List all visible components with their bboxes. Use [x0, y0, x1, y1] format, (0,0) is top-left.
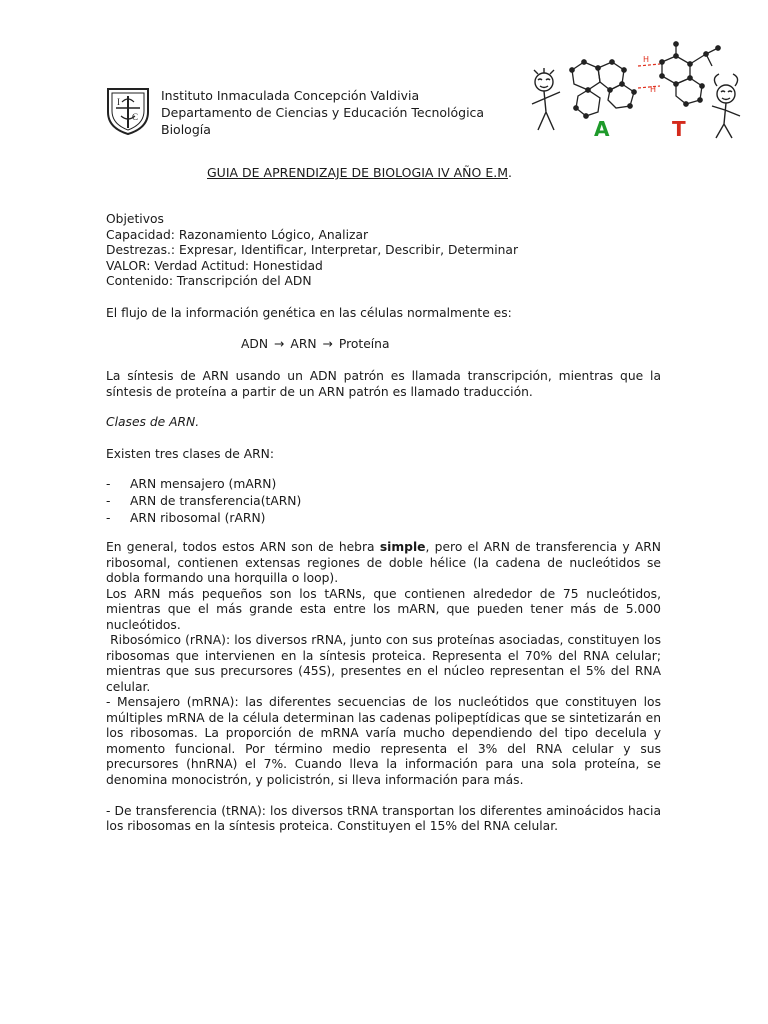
adenine-cartoon	[532, 68, 560, 130]
hbond-label-top: H	[643, 55, 650, 64]
list-item-label: ARN ribosomal (rARN)	[130, 511, 266, 525]
rna-description-body	[106, 540, 665, 835]
list-item	[106, 476, 301, 493]
list-bullet: -	[106, 511, 111, 525]
flow-step-rna: ARN	[290, 337, 317, 351]
list-item	[106, 510, 301, 527]
list-bullet: -	[106, 494, 111, 508]
classes-intro	[106, 447, 661, 463]
objectives-section	[106, 212, 661, 290]
thymine-cartoon	[712, 74, 740, 138]
synthesis-paragraph	[106, 369, 661, 400]
central-dogma-flow	[241, 337, 390, 351]
logo-letter-i: I	[117, 97, 120, 107]
list-bullet: -	[106, 477, 111, 491]
transfer-paragraph: - De transferencia (tRNA): los diversos tRNA transportan los diferentes aminoácidos hacia los ribosomas en la síntesis proteica. Constituyen el 15% del RNA celular.	[106, 803, 661, 833]
subject-name: Biología	[161, 122, 211, 137]
messenger-paragraph: - Mensajero (mRNA): las diferentes secuencias de los nucleótidos que constituyen los múltiples mRNA de la célula determinan las cadenas polipeptídicas que se sintetizarán en los ribosomas. La proporción de mRNA varía mucho dependiendo del tipo decelula y momento funcional. Por término medio representa el 3% del RNA celular y sus precursores (hnRNA) el 7%. Cuando lleva la información para una sola proteína, se denomina monocistrón, y policistrón, si lleva información para más.	[106, 695, 661, 787]
sizes-paragraph: Los ARN más pequeños son los tARNs, que contienen alrededor de 75 nucleótidos, mientras que el más grande esta entre los mARN, que pueden tener más de 5.000 nucleótidos.	[106, 586, 661, 632]
objective-destrezas: Destrezas.: Expresar, Identificar, Interpretar, Describir, Determinar	[106, 243, 518, 257]
flow-intro-text: El flujo de la información genética en las células normalmente es:	[106, 306, 512, 320]
adenine-letter: A	[594, 117, 610, 140]
guide-title-period: .	[507, 165, 512, 180]
objective-valor: VALOR: Verdad Actitud: Honestidad	[106, 258, 323, 273]
guide-title	[207, 165, 512, 180]
guide-title-text: GUIA DE APRENDIZAJE DE BIOLOGIA IV AÑO E.M	[207, 165, 508, 180]
dna-base-pair-illustration	[526, 40, 756, 140]
thymine-letter: T	[672, 117, 686, 140]
list-item-label: ARN mensajero (mARN)	[130, 477, 277, 491]
general-text-start: En general, todos estos ARN son de hebra	[106, 540, 380, 554]
institution-name: Instituto Inmaculada Concepción Valdivia	[161, 88, 420, 103]
section-title-text: Clases de ARN.	[106, 415, 200, 429]
list-item	[106, 493, 301, 510]
section-title	[106, 415, 661, 431]
arrow-icon: →	[322, 337, 333, 351]
flow-step-protein: Proteína	[338, 337, 390, 351]
objective-contenido: Contenido: Transcripción del ADN	[106, 274, 312, 288]
arrow-icon: →	[274, 337, 285, 351]
logo-letter-c: C	[132, 112, 139, 122]
rna-classes-list	[106, 476, 301, 527]
objective-capacidad: Capacidad: Razonamiento Lógico, Analizar	[106, 227, 369, 242]
classes-intro-text: Existen tres clases de ARN:	[106, 447, 275, 461]
synthesis-text: La síntesis de ARN usando un ADN patrón es llamada transcripción, mientras que la síntesis de proteína a partir de un ARN patrón es llamado traducción.	[106, 369, 661, 399]
adenine-molecule	[570, 60, 636, 118]
flow-step-dna: ADN	[241, 337, 269, 351]
thymine-molecule	[660, 42, 720, 106]
department-name: Departamento de Ciencias y Educación Tecnológica	[161, 105, 485, 120]
general-text-end: , pero el ARN de transferencia y ARN ribosomal, contienen extensas regiones de doble hélice (la cadena de nucleótidos se dobla formando una horquilla o loop).	[106, 540, 661, 585]
list-item-label: ARN de transferencia(tARN)	[130, 494, 302, 508]
flow-intro	[106, 306, 661, 322]
hydrogen-bonds	[638, 64, 660, 88]
institution-header	[161, 87, 484, 138]
objectives-heading: Objetivos	[106, 212, 164, 226]
general-text-bold: simple	[379, 540, 426, 554]
ribosomal-paragraph: Ribosómico (rRNA): los diversos rRNA, junto con sus proteínas asociadas, constituyen los ribosomas que intervienen en la síntesis proteica. Representa el 70% del RNA celular; mientras que sus precursores (45S), presentes en el núcleo representan el 5% del RNA celular.	[106, 633, 665, 694]
general-paragraph	[106, 540, 661, 587]
hbond-label-bottom: H	[650, 85, 657, 94]
institute-logo	[102, 84, 154, 136]
